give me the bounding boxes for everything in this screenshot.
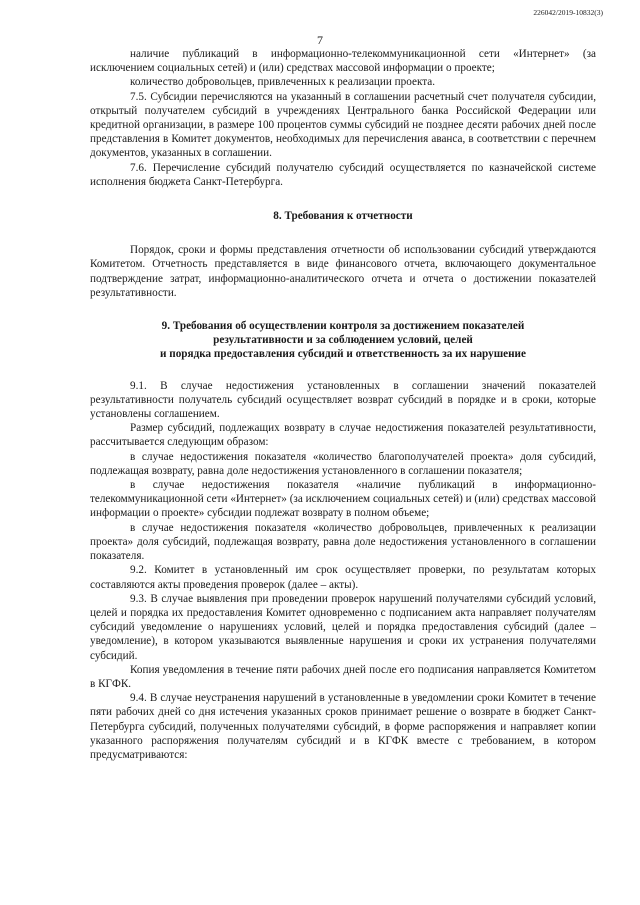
- section-9-heading: [90, 319, 596, 362]
- paragraph: количество добровольцев, привлеченных к реализации проекта.: [130, 76, 436, 89]
- paragraph: в случае недостижения показателя «количество добровольцев, привлеченных к реализации проекта» доля субсидий, подлежащая возврату, равна доле недостижения установленного в соглашении показателя.: [90, 521, 596, 563]
- paragraph: 9.4. В случае неустранения нарушений в установленные в уведомлении сроки Комитет в течение пяти рабочих дней со дня истечения указанных сроков принимает решение о возврате в бюджет Санкт-Петербурга субсидий, полученных получателями субсидий, в форме распоряжения и направляет копии указанного распоряжения получателям субсидий и в КГФК вместе с требованием, в котором предусматриваются:: [90, 692, 596, 761]
- paragraph: Размер субсидий, подлежащих возврату в случае недостижения показателей результативности, рассчитывается следующим образом:: [90, 422, 596, 449]
- paragraph: 9.3. В случае выявления при проведении проверок нарушений получателями субсидий условий, целей и порядка их предоставления Комитет одновременно с подписанием акта направляет получателям субсидий уведомление о нарушениях условий, целей и порядка предоставления субсидий (далее – уведомление), в котором указываются выявленные нарушения и сроки их устранения получателями субсидий.: [90, 592, 596, 662]
- paragraph: в случае недостижения показателя «наличие публикаций в информационно-телекоммуникационной сети «Интернет» (за исключением социальных сетей) и (или) средствах массовой информации о проекте» субсидии подлежат возврату в полном объеме;: [90, 479, 596, 520]
- paragraph: Копия уведомления в течение пяти рабочих дней после его подписания направляется Комитетом в КГФК.: [90, 663, 596, 690]
- document-body: [90, 47, 596, 762]
- section-9-heading-line: и порядка предоставления субсидий и ответственность за их нарушение: [160, 348, 526, 361]
- page-number: 7: [317, 33, 323, 47]
- paragraph: наличие публикаций в информационно-телекоммуникационной сети «Интернет» (за исключением социальных сетей) и (или) средствах массовой информации о проекте;: [90, 48, 596, 75]
- document-number: 226042/2019-10832(3): [533, 8, 603, 17]
- paragraph: 9.2. Комитет в установленный им срок осуществляет проверки, по результатам которых составляются акты проведения проверок (далее – акты).: [90, 564, 596, 591]
- section-9-heading-line: результативности и за соблюдением условий, целей: [213, 334, 473, 347]
- paragraph: 7.6. Перечисление субсидий получателю субсидий осуществляется по казначейской системе исполнения бюджета Санкт-Петербурга.: [90, 161, 596, 188]
- paragraph: в случае недостижения показателя «количество благополучателей проекта» доля субсидий, подлежащая возврату, равна доле недостижения установленного в соглашении показателя;: [90, 450, 596, 477]
- section-8-heading: 8. Требования к отчетности: [273, 210, 413, 223]
- paragraph: Порядок, сроки и формы представления отчетности об использовании субсидий утверждаются Комитетом. Отчетность представляется в виде финансового отчета, включающего документальное подтверждение затрат, информационно-аналитического отчета и отчета о достижении показателей результативности.: [90, 244, 596, 299]
- paragraph: 7.5. Субсидии перечисляются на указанный в соглашении расчетный счет получателя субсидии, открытый получателем субсидий в учреждениях Центрального банка Российской Федерации или кредитной организации, в размере 100 процентов суммы субсидий не позднее десяти рабочих дней после представления в Комитет документов, необходимых для перечисления аванса, в соответствии с перечнем документов, указанных в соглашении.: [90, 90, 596, 160]
- paragraph: 9.1. В случае недостижения установленных в соглашении значений показателей результативности получатель субсидий осуществляет возврат субсидий в порядке и в сроки, которые установлены соглашением.: [90, 379, 596, 421]
- section-9-heading-line: 9. Требования об осуществлении контроля за достижением показателей: [161, 320, 525, 333]
